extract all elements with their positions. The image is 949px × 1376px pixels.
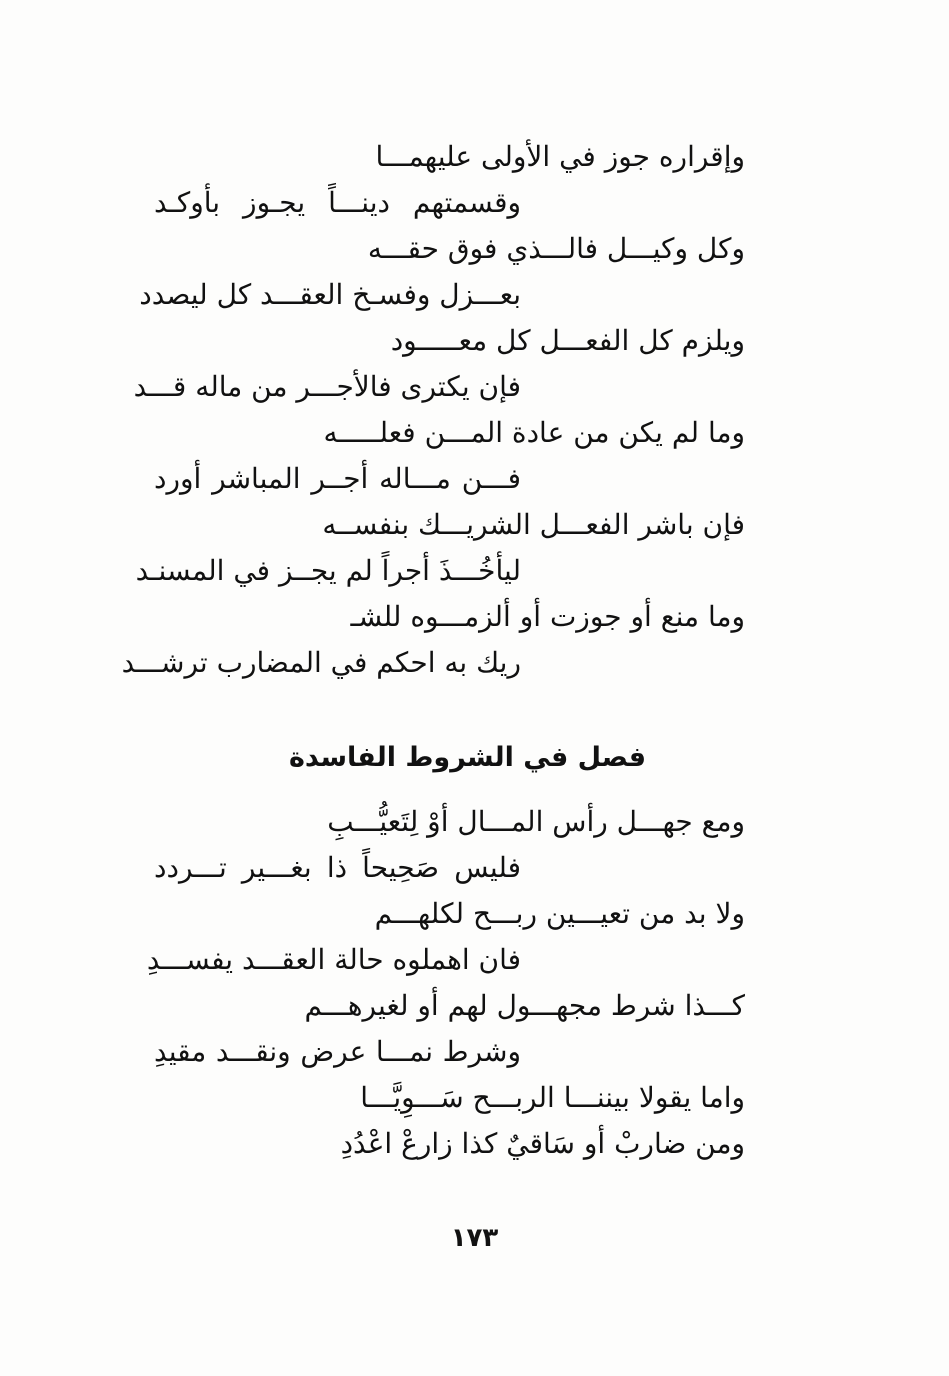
verse-line: فإن باشر الفعـــل الشريـــك بنفســه xyxy=(322,508,745,541)
verse-line: ولا بد من تعيـــين ربـــح لكلهـــم xyxy=(374,897,745,930)
verse-line: فان اهملوه حالة العقـــد يفســـدِ xyxy=(146,943,521,976)
verse-line: كـــذا شرط مجهـــول لهم أو لغيرهـــم xyxy=(304,989,745,1022)
section-heading-text: فصل في الشروط الفاسدة xyxy=(288,742,647,773)
verse-line: وإقراره جوز في الأولى عليهمـــا xyxy=(375,140,745,173)
verse-line: فليس صَحِيحاً ذا بغـــير تـــردد xyxy=(154,851,521,884)
verse-line: فإن يكترى فالأجـــر من ماله قـــد xyxy=(133,370,521,403)
verse-line: ومن ضاربْ أو سَاقيٌ كذا زارعْ اعْدُدِ xyxy=(340,1127,745,1160)
verse-line: وكل وكيـــل فالـــذي فوق حقـــه xyxy=(367,232,745,265)
verse-line: وشرط نمـــا عرض ونقـــد مقيدِ xyxy=(154,1035,521,1068)
page-number: ١٧٣ xyxy=(450,1223,499,1253)
verse-line: بعـــزل وفسـخ العقـــد كل ليصدد xyxy=(139,278,521,311)
section-heading xyxy=(0,738,949,778)
verse-line: وما منع أو جوزت أو ألزمـــوه للشـ xyxy=(350,600,745,633)
verse-line: ريك به احكم في المضارب ترشـــد xyxy=(121,646,521,679)
verse-line: وقسمتهم دينـــاً يجـوز بأوكـد xyxy=(154,186,521,219)
verse-line: وما لم يكن من عادة المـــن فعلـــــه xyxy=(323,416,745,449)
verse-line: ويلزم كل الفعـــل كل معـــــود xyxy=(390,324,745,357)
verse-line: ومع جهـــل رأس المـــال أوْ لِتَعيُّـــبِ xyxy=(327,805,745,838)
verse-line: فـــن مـــاله أجــر المباشر أورد xyxy=(154,462,521,495)
verse-line: ليأخُـــذَ أجراً لم يجــز في المسنـد xyxy=(135,554,521,587)
verse-line: واما يقولا بيننـــا الربـــح سَـــوِيَّـــا xyxy=(360,1081,745,1114)
